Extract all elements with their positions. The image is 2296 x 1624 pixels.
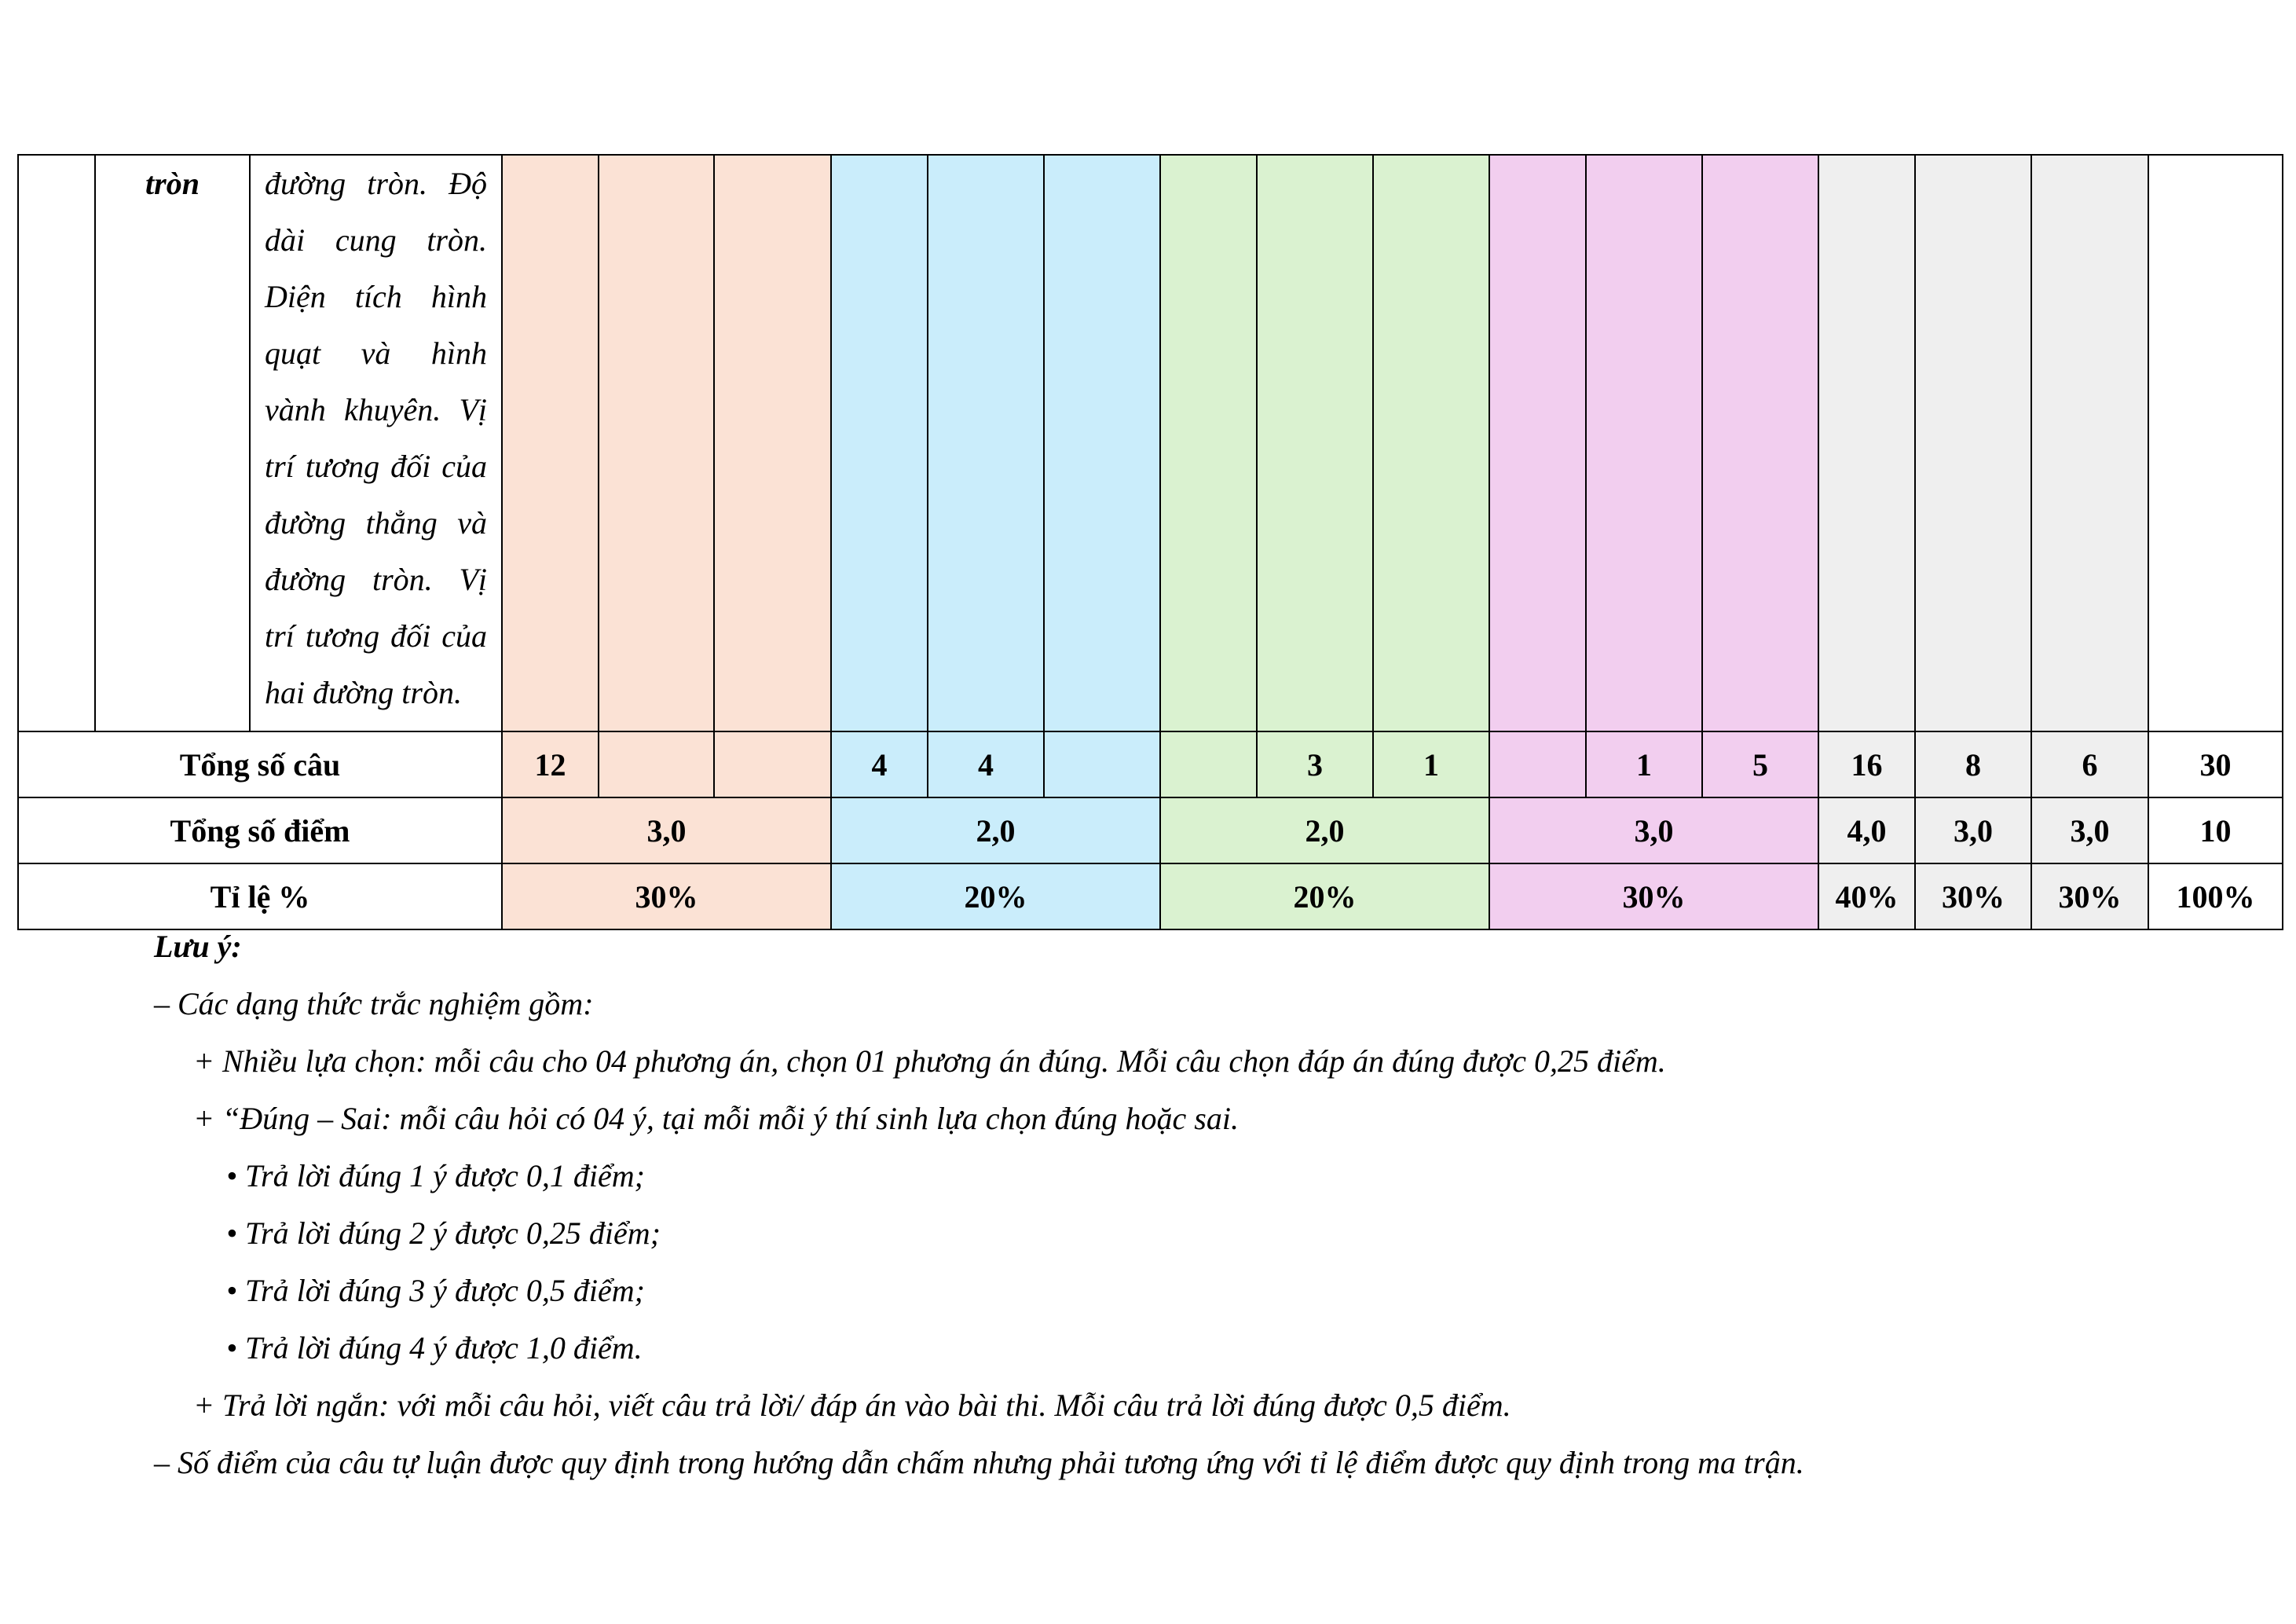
points-cell: 4,0 — [1818, 797, 1915, 863]
content-line: dài cung tròn. — [265, 222, 487, 258]
index-cell — [18, 155, 95, 731]
points-cell: 3,0 — [502, 797, 831, 863]
content-line: trí tương đối của — [265, 449, 487, 484]
matrix-cell — [1160, 155, 1257, 731]
count-cell — [1160, 731, 1257, 797]
content-line: đường tròn. Vị — [265, 562, 487, 597]
matrix-cell — [714, 155, 831, 731]
count-cell: 16 — [1818, 731, 1915, 797]
matrix-cell — [1915, 155, 2031, 731]
matrix-cell — [928, 155, 1044, 731]
ratio-cell: 40% — [1818, 863, 1915, 929]
notes-line: + Trả lời ngắn: với mỗi câu hỏi, viết câu trả lời/ đáp án vào bài thi. Mỗi câu trả lời đúng được 0,5 điểm. — [193, 1388, 1511, 1423]
notes-line: – Các dạng thức trắc nghiệm gồm: — [154, 986, 594, 1021]
count-cell — [599, 731, 714, 797]
ratio-cell: 20% — [831, 863, 1160, 929]
content-line: hai đường tròn. — [265, 675, 462, 710]
count-cell — [1489, 731, 1586, 797]
notes-line: – Số điểm của câu tự luận được quy định trong hướng dẫn chấm nhưng phải tương ứng với tỉ lệ điểm được quy định trong ma trận. — [154, 1445, 1804, 1480]
row-label: Tỉ lệ % — [18, 863, 502, 929]
count-cell: 5 — [1702, 731, 1818, 797]
notes-line: + Nhiều lựa chọn: mỗi câu cho 04 phương án, chọn 01 phương án đúng. Mỗi câu chọn đáp án đúng được 0,25 điểm. — [193, 1043, 1666, 1079]
notes-bullet: • Trả lời đúng 1 ý được 0,1 điểm; — [226, 1158, 645, 1193]
notes-bullet: • Trả lời đúng 4 ý được 1,0 điểm. — [226, 1330, 643, 1366]
count-cell: 8 — [1915, 731, 2031, 797]
assessment-matrix-table — [17, 154, 2283, 930]
matrix-cell — [2031, 155, 2148, 731]
content-line: Diện tích hình — [265, 279, 487, 314]
ratio-cell: 20% — [1160, 863, 1489, 929]
matrix-cell — [831, 155, 928, 731]
count-cell — [1044, 731, 1160, 797]
count-cell: 3 — [1257, 731, 1373, 797]
matrix-cell — [2148, 155, 2283, 731]
matrix-cell — [1702, 155, 1818, 731]
notes-section — [154, 918, 2236, 1491]
count-cell: 4 — [928, 731, 1044, 797]
content-row — [18, 155, 2283, 731]
notes-line: + “Đúng – Sai: mỗi câu hỏi có 04 ý, tại mỗi mỗi ý thí sinh lựa chọn đúng hoặc sai. — [193, 1101, 1239, 1136]
content-line: đường tròn. Độ — [265, 166, 487, 201]
matrix-cell — [1818, 155, 1915, 731]
topic-cell: tròn — [95, 155, 250, 731]
notes-title: Lưu ý: — [154, 929, 242, 964]
count-cell: 1 — [1373, 731, 1489, 797]
matrix-cell — [1373, 155, 1489, 731]
notes-bullet: • Trả lời đúng 2 ý được 0,25 điểm; — [226, 1215, 661, 1251]
count-cell: 1 — [1586, 731, 1702, 797]
content-line: trí tương đối của — [265, 618, 487, 654]
count-cell: 30 — [2148, 731, 2283, 797]
content-cell — [250, 155, 502, 731]
matrix-cell — [599, 155, 714, 731]
count-cell — [714, 731, 831, 797]
matrix-cell — [1489, 155, 1586, 731]
total-questions-row — [18, 731, 2283, 797]
points-cell: 10 — [2148, 797, 2283, 863]
total-points-row — [18, 797, 2283, 863]
count-cell: 6 — [2031, 731, 2148, 797]
ratio-cell: 100% — [2148, 863, 2283, 929]
ratio-cell: 30% — [2031, 863, 2148, 929]
points-cell: 2,0 — [1160, 797, 1489, 863]
count-cell: 12 — [502, 731, 599, 797]
content-line: vành khuyên. Vị — [265, 392, 487, 427]
ratio-cell: 30% — [1489, 863, 1818, 929]
content-line: đường thẳng và — [265, 505, 487, 541]
points-cell: 3,0 — [1489, 797, 1818, 863]
matrix-cell — [1586, 155, 1702, 731]
matrix-cell — [1257, 155, 1373, 731]
points-cell: 3,0 — [2031, 797, 2148, 863]
notes-bullet: • Trả lời đúng 3 ý được 0,5 điểm; — [226, 1273, 645, 1308]
row-label: Tổng số câu — [18, 731, 502, 797]
ratio-cell: 30% — [502, 863, 831, 929]
points-cell: 3,0 — [1915, 797, 2031, 863]
ratio-cell: 30% — [1915, 863, 2031, 929]
points-cell: 2,0 — [831, 797, 1160, 863]
matrix-cell — [502, 155, 599, 731]
count-cell: 4 — [831, 731, 928, 797]
content-line: quạt và hình — [265, 335, 487, 371]
row-label: Tổng số điểm — [18, 797, 502, 863]
matrix-cell — [1044, 155, 1160, 731]
